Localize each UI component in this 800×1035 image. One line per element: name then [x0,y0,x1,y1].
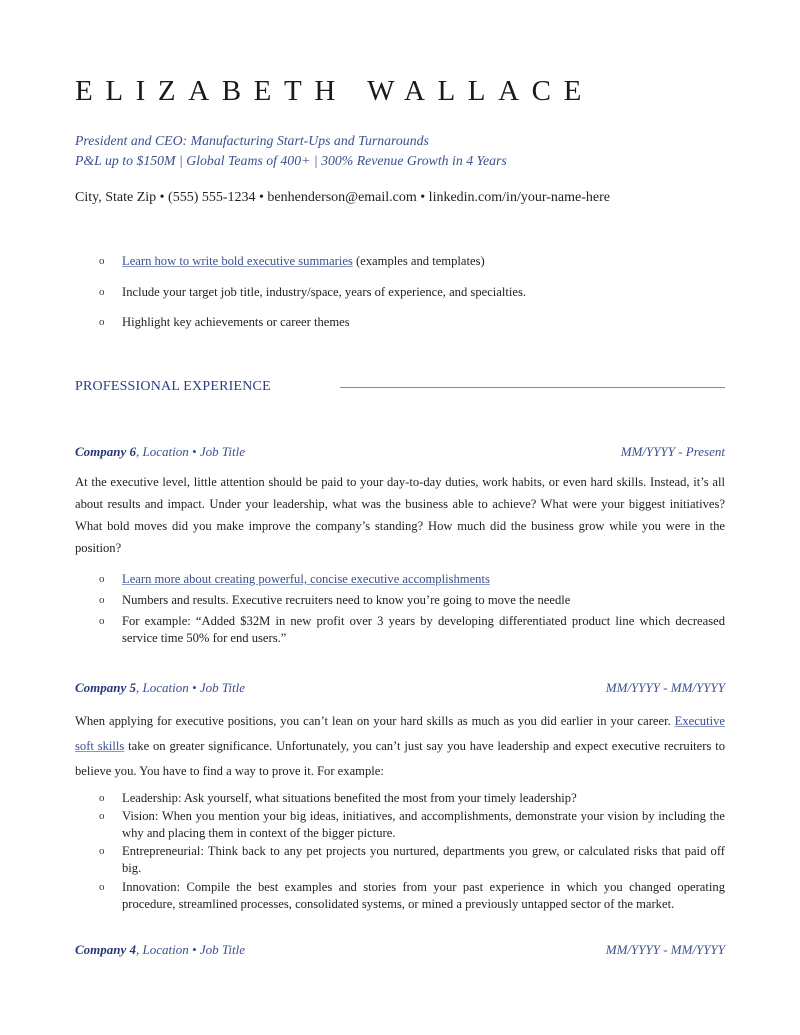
paragraph-text: When applying for executive positions, you can’t lean on your hard skills as much as you did earlier in your career. [75,714,675,728]
section-title-experience: PROFESSIONAL EXPERIENCE [75,379,271,394]
summary-item-text: (examples and templates) [352,254,485,268]
bullet-text: Innovation: Compile the best examples and stories from your past experience in which you changed operating procedure, streamlined processes, consolidated systems, or mined a previously untapped sector of the market. [122,880,725,911]
bullet-icon: o [99,845,105,857]
candidate-name: ELIZABETH WALLACE [75,75,594,107]
bullet-icon: o [99,594,105,606]
summary-list [75,253,725,345]
bullet-icon: o [99,810,105,822]
bullet-text: Numbers and results. Executive recruiters need to know you’re going to move the needle [122,593,571,607]
job-location-title: , Location • Job Title [136,942,245,957]
job-dates: MM/YYYY - MM/YYYY [605,680,725,695]
contact-line: City, State Zip • (555) 555-1234 • benhenderson@email.com • linkedin.com/in/your-name-here [75,190,610,205]
list-item [75,790,725,807]
summary-item-text: Include your target job title, industry/space, years of experience, and specialties. [122,284,527,299]
list-item [75,879,725,913]
executive-soft-skills-link[interactable]: Executive soft skills [75,714,725,753]
section-divider [340,387,725,388]
list-item [75,613,725,647]
bullet-icon: o [99,792,105,804]
job-description [75,709,725,784]
job-bullets [75,790,725,917]
company-name: Company 6 [75,444,137,459]
bullet-icon: o [99,316,105,328]
company-name: Company 4 [75,942,137,957]
job-dates: MM/YYYY - Present [620,444,725,459]
paragraph-text: take on greater significance. Unfortunately, you can’t just say you have leadership and expect executive recruiters to believe you. You have to find a way to prove it. For example: [75,739,726,778]
bullet-text: Vision: When you mention your big ideas, initiatives, and accomplishments, demonstrate your vision by including the why and placing them in context of the bigger picture. [122,809,725,840]
job-header [75,443,725,460]
list-item [75,808,725,842]
job-location-title: , Location • Job Title [136,444,245,459]
list-item [75,592,725,609]
bullet-icon: o [99,615,105,627]
job-location-title: , Location • Job Title [136,680,245,695]
list-item [75,571,725,588]
job-dates: MM/YYYY - MM/YYYY [605,942,725,957]
bullet-icon: o [99,573,105,585]
bullet-icon: o [99,255,105,267]
list-item [75,253,725,270]
executive-summary-link[interactable]: Learn how to write bold executive summaries [122,254,353,268]
bullet-text: For example: “Added $32M in new profit over 3 years by developing differentiated product line which decreased service time 50% for end users.” [122,614,725,645]
bullet-icon: o [99,881,105,893]
job-header [75,679,725,696]
list-item [75,314,725,331]
job-header [75,941,725,958]
bullet-text: Leadership: Ask yourself, what situations benefited the most from your timely leadership? [122,791,577,805]
headline-metrics: P&L up to $150M | Global Teams of 400+ | 300% Revenue Growth in 4 Years [75,153,507,168]
headline-title: President and CEO: Manufacturing Start-Ups and Turnarounds [75,133,429,148]
job-bullets [75,571,725,651]
company-name: Company 5 [75,680,137,695]
bullet-text: Entrepreneurial: Think back to any pet projects you nurtured, departments you grew, or calculated risks that paid off big. [122,844,725,875]
job-description: At the executive level, little attention should be paid to your day-to-day duties, work habits, or even hard skills. Instead, it’s all about results and impact. Under your leadership, what was the business able to achieve? What were your biggest initiatives? What bold moves did you make improve the company’s standing? How much did the business grow while you were in the position? [75,475,725,555]
list-item [75,284,725,301]
list-item [75,843,725,877]
bullet-icon: o [99,285,105,298]
accomplishments-link[interactable]: Learn more about creating powerful, concise executive accomplishments [122,572,490,586]
summary-item-text: Highlight key achievements or career themes [122,315,350,329]
